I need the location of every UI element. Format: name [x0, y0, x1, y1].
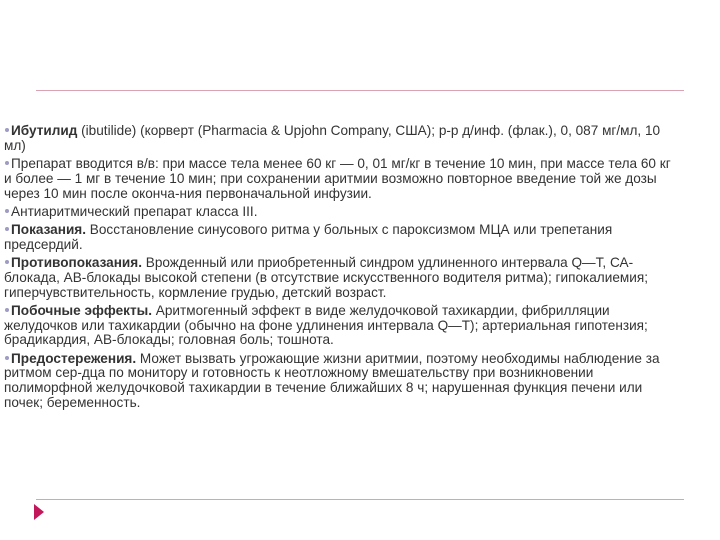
bullet-dot-icon	[5, 308, 9, 312]
paragraph-3	[4, 205, 680, 220]
paragraph-1	[4, 124, 680, 154]
bottom-divider	[36, 499, 684, 500]
slide-text	[4, 124, 680, 414]
paragraph-1-text: (ibutilide) (корверт (Pharmacia & Upjohn Company, США); р-р д/инф. (флак.), 0, 087 мг/мл, 10 мл)	[4, 123, 661, 153]
paragraph-6-text: Аритмогенный эффект в виде желудочковой тахикардии, фибрилляции желудочков или тахикардии (обычно на фоне удлинения интервала Q—T); артериальная гипотензия; брадикардия, АВ-блокады; головная боль; тошнота.	[4, 302, 648, 348]
paragraph-7-heading: Предостережения.	[11, 350, 137, 366]
paragraph-7	[4, 352, 680, 411]
paragraph-2	[4, 157, 680, 201]
bullet-dot-icon	[5, 227, 9, 231]
paragraph-3-text: Антиаритмический препарат класса III.	[11, 203, 258, 219]
paragraph-4-heading: Показания.	[11, 221, 87, 237]
paragraph-6-heading: Побочные эффекты.	[11, 302, 153, 318]
top-divider	[36, 90, 684, 91]
paragraph-7-text: Может вызвать угрожающие жизни аритмии, поэтому необходимы наблюдение за ритмом сер-дца по монитору и готовность к неотложному вмешательству при возникновении полиморфной желудочковой тахикардии в течение ближайших 8 ч; нарушенная функция печени или почек; беременность.	[4, 350, 660, 410]
bullet-dot-icon	[5, 356, 9, 360]
bullet-dot-icon	[5, 128, 9, 132]
paragraph-5-text: Врожденный или приобретенный синдром удлиненного интервала Q—T, СА-блокада, АВ-блокады высокой степени (в отсутствие искусственного водителя ритма); гипокалиемия; гиперчувствительность, кормление грудью, детский возраст.	[4, 254, 648, 300]
paragraph-4	[4, 223, 680, 253]
bullet-dot-icon	[5, 161, 9, 165]
paragraph-2-text: Препарат вводится в/в: при массе тела менее 60 кг — 0, 01 мг/кг в течение 10 мин, при массе тела 60 кг и более — 1 мг в течение 10 мин; при сохранении аритмии возможно повторное введение той же дозы через 10 мин после оконча-ния первоначальной инфузии.	[4, 155, 671, 201]
paragraph-1-heading: Ибутилид	[11, 123, 78, 138]
paragraph-5-heading: Противопоказания.	[11, 254, 142, 270]
paragraph-6	[4, 304, 680, 348]
bullet-dot-icon	[5, 260, 9, 264]
bullet-dot-icon	[5, 209, 9, 213]
paragraph-5	[4, 256, 680, 300]
paragraph-4-text: Восстановление синусового ритма у больных с пароксизмом МЦА или трепетания предсердий.	[4, 221, 613, 252]
play-arrow-icon[interactable]	[34, 504, 44, 520]
